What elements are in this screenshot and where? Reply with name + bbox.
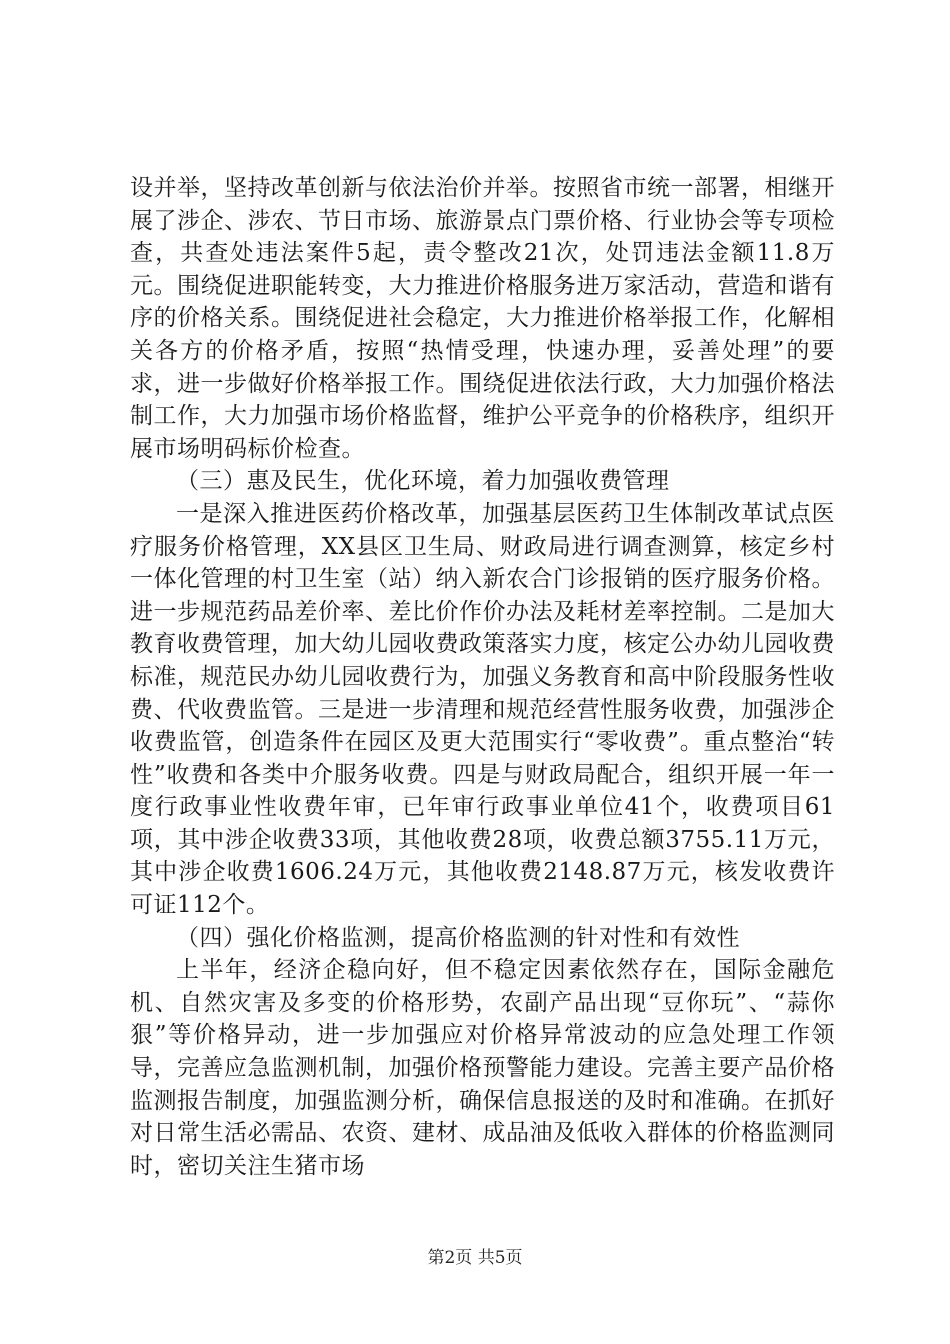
document-body bbox=[130, 172, 835, 1182]
paragraph-price-inspection: 设并举，坚持改革创新与依法治价并举。按照省市统一部署，相继开展了涉企、涉农、节日市场、旅游景点门票价格、行业协会等专项检查，共查处违法案件5起，责令整改21次，处罚违法金额11.8万元。围绕促进职能转变，大力推进价格服务进万家活动，营造和谐有序的价格关系。围绕促进社会稳定，大力推进价格举报工作，化解相关各方的价格矛盾，按照“热情受理，快速办理，妥善处理”的要求，进一步做好价格举报工作。围绕促进依法行政，大力加强价格法制工作，大力加强市场价格监督，维护公平竞争的价格秩序，组织开展市场明码标价检查。 bbox=[130, 175, 835, 462]
section-heading-price-monitoring: （四）强化价格监测，提高价格监测的针对性和有效性 bbox=[176, 924, 740, 951]
section-heading-fee-management: （三）惠及民生，优化环境，着力加强收费管理 bbox=[176, 468, 670, 495]
paragraph-price-monitoring: 上半年，经济企稳向好，但不稳定因素依然存在，国际金融危机、自然灾害及多变的价格形势，农副产品出现“豆你玩”、“蒜你狠”等价格异动，进一步加强应对价格异常波动的应急处理工作领导，完善应急监测机制，加强价格预警能力建设。完善主要产品价格监测报告制度，加强监测分析，确保信息报送的及时和准确。在抓好对日常生活必需品、农资、建材、成品油及低收入群体的价格监测同时，密切关注生猪市场 bbox=[130, 957, 835, 1179]
paragraph-fee-management: 一是深入推进医药价格改革，加强基层医药卫生体制改革试点医疗服务价格管理，XX县区卫生局、财政局进行调查测算，核定乡村一体化管理的村卫生室（站）纳入新农合门诊报销的医疗服务价格。进一步规范药品差价率、差比价作价办法及耗材差率控制。二是加大教育收费管理，加大幼儿园收费政策落实力度，核定公办幼儿园收费标准，规范民办幼儿园收费行为，加强义务教育和高中阶段服务性收费、代收费监管。三是进一步清理和规范经营性服务收费，加强涉企收费监管，创造条件在园区及更大范围实行“零收费”。重点整治“转性”收费和各类中介服务收费。四是与财政局配合，组织开展一年一度行政事业性收费年审，已年审行政事业单位41个，收费项目61项，其中涉企收费33项，其他收费28项，收费总额3755.11万元，其中涉企收费1606.24万元，其他收费2148.87万元，核发收费许可证112个。 bbox=[130, 500, 835, 919]
page-number-footer: 第2页 共5页 bbox=[427, 1248, 523, 1268]
